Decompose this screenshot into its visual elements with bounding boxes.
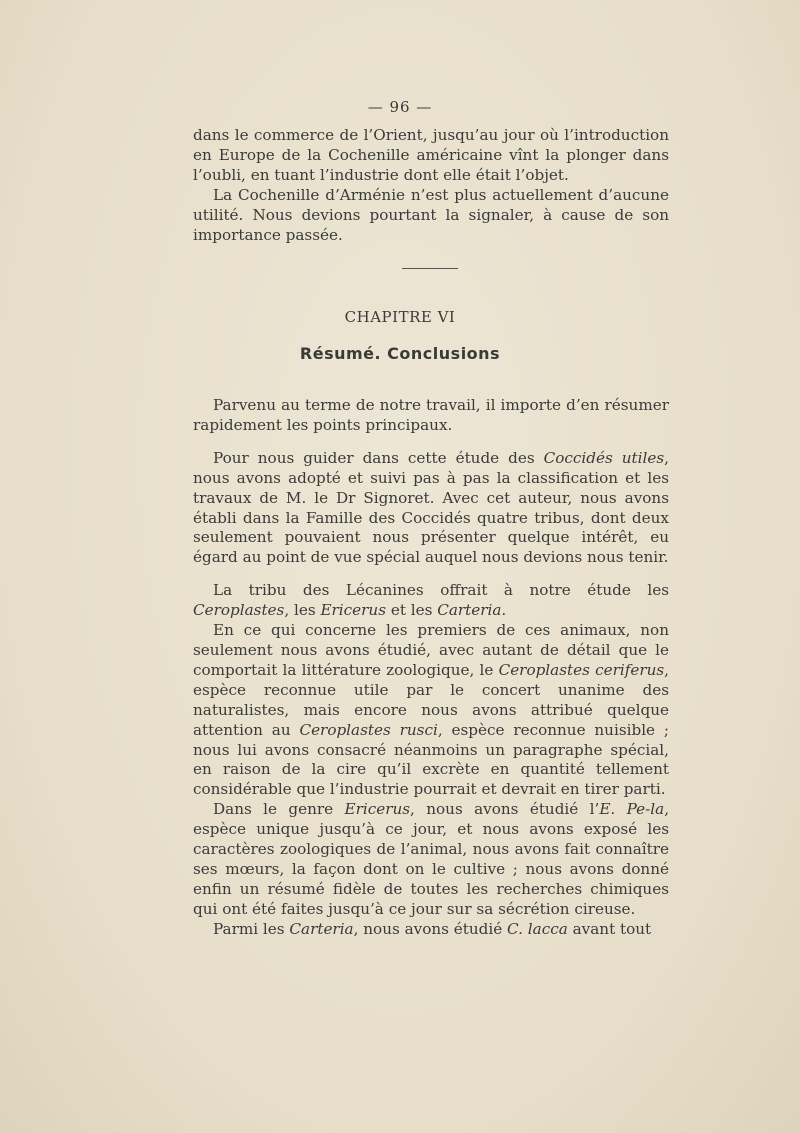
text-run: et les (386, 601, 438, 620)
text-run: , espèce reconnue nuisible ; nous lui avons consacré néanmoins un paragraphe spécial, en raison de la cire qu’il excrète en quantité tellement considérable que l’industrie pourrait et devrait en tirer parti. (193, 720, 669, 799)
italic-term: E. Pe-la (599, 800, 665, 819)
italic-term: Ericerus (320, 601, 386, 620)
italic-term: Carteria (437, 601, 502, 620)
text-run: , nous avons étudié (353, 919, 508, 938)
text-run: . (501, 601, 507, 620)
text-run: Dans le genre (213, 800, 345, 819)
text-run: , nous avons adopté et suivi pas à pas la classification et les travaux de M. le Dr Signoret. Avec cet auteur, nous avons établi dans la Famille des Coccidés quatre tribus, dont deux seulement pouvaient nous présenter quelque intérêt, eu égard au point de vue spécial auquel nous devions nous tenir. (193, 448, 669, 567)
italic-term: C. lacca (507, 919, 568, 938)
section-divider (402, 268, 458, 269)
paragraph-carteria (193, 920, 669, 940)
chapter-heading: CHAPITRE VI (344, 308, 456, 326)
text-run: Parmi les (213, 919, 290, 938)
page-number: — 96 — (367, 98, 433, 116)
italic-term: Coccidés utiles (543, 448, 665, 467)
italic-term: Ericerus (344, 800, 411, 819)
italic-term: Carteria (289, 919, 354, 938)
top-text-block (193, 126, 669, 245)
opening-paragraph: dans le commerce de l’Orient, jusqu’au jour où l’introduction en Europe de la Cochenille américaine vînt la plonger dans l’oubli, en tuant l’industrie dont elle était l’objet. (193, 126, 669, 184)
body-text-block (193, 396, 669, 940)
paragraph-ceroplastes (193, 621, 669, 800)
text-run: En ce qui concerne les premiers de ces animaux, non seulement nous avons étudié, avec autant de détail que le comportait la littérature zoologique, le (193, 621, 669, 679)
chapter-title: Résumé. Conclusions (299, 344, 501, 363)
text-run: , espèce reconnue utile par le concert unanime des naturalistes, mais encore nous avons attribué quelque attention au (193, 660, 669, 739)
armenie-paragraph: La Cochenille d’Arménie n’est plus actuellement d’aucune utilité. Nous devions pourtant la signaler, à cause de son importance passée. (193, 185, 669, 244)
italic-term: Ceroplastes rusci (299, 720, 438, 739)
text-run: Pour nous guider dans cette étude des (213, 448, 544, 467)
italic-term: Ceroplastes (193, 601, 285, 620)
text-run: La tribu des Lécanines offrait à notre étude les (213, 581, 669, 600)
paragraph-lecanines (193, 581, 669, 621)
paragraph-intro: Parvenu au terme de notre travail, il importe d’en résumer rapidement les points principaux. (193, 396, 669, 434)
paragraph-ericerus (193, 800, 669, 919)
text-run: , les (284, 601, 321, 620)
text-run: , nous avons étudié l’ (410, 800, 600, 819)
text-run: avant tout (567, 919, 652, 938)
italic-term: Ceroplastes ceriferus (498, 660, 665, 679)
paragraph-classification (193, 449, 669, 568)
text-run: , espèce unique jusqu’à ce jour, et nous avons exposé les caractères zoologiques de l’animal, nous avons fait connaître ses mœurs, la façon dont on le cultive ; nous avons donné enfin un résumé fidèle de toutes les recherches chimiques qui ont été faites jusqu’à ce jour sur sa sécrétion cireuse. (193, 800, 670, 918)
